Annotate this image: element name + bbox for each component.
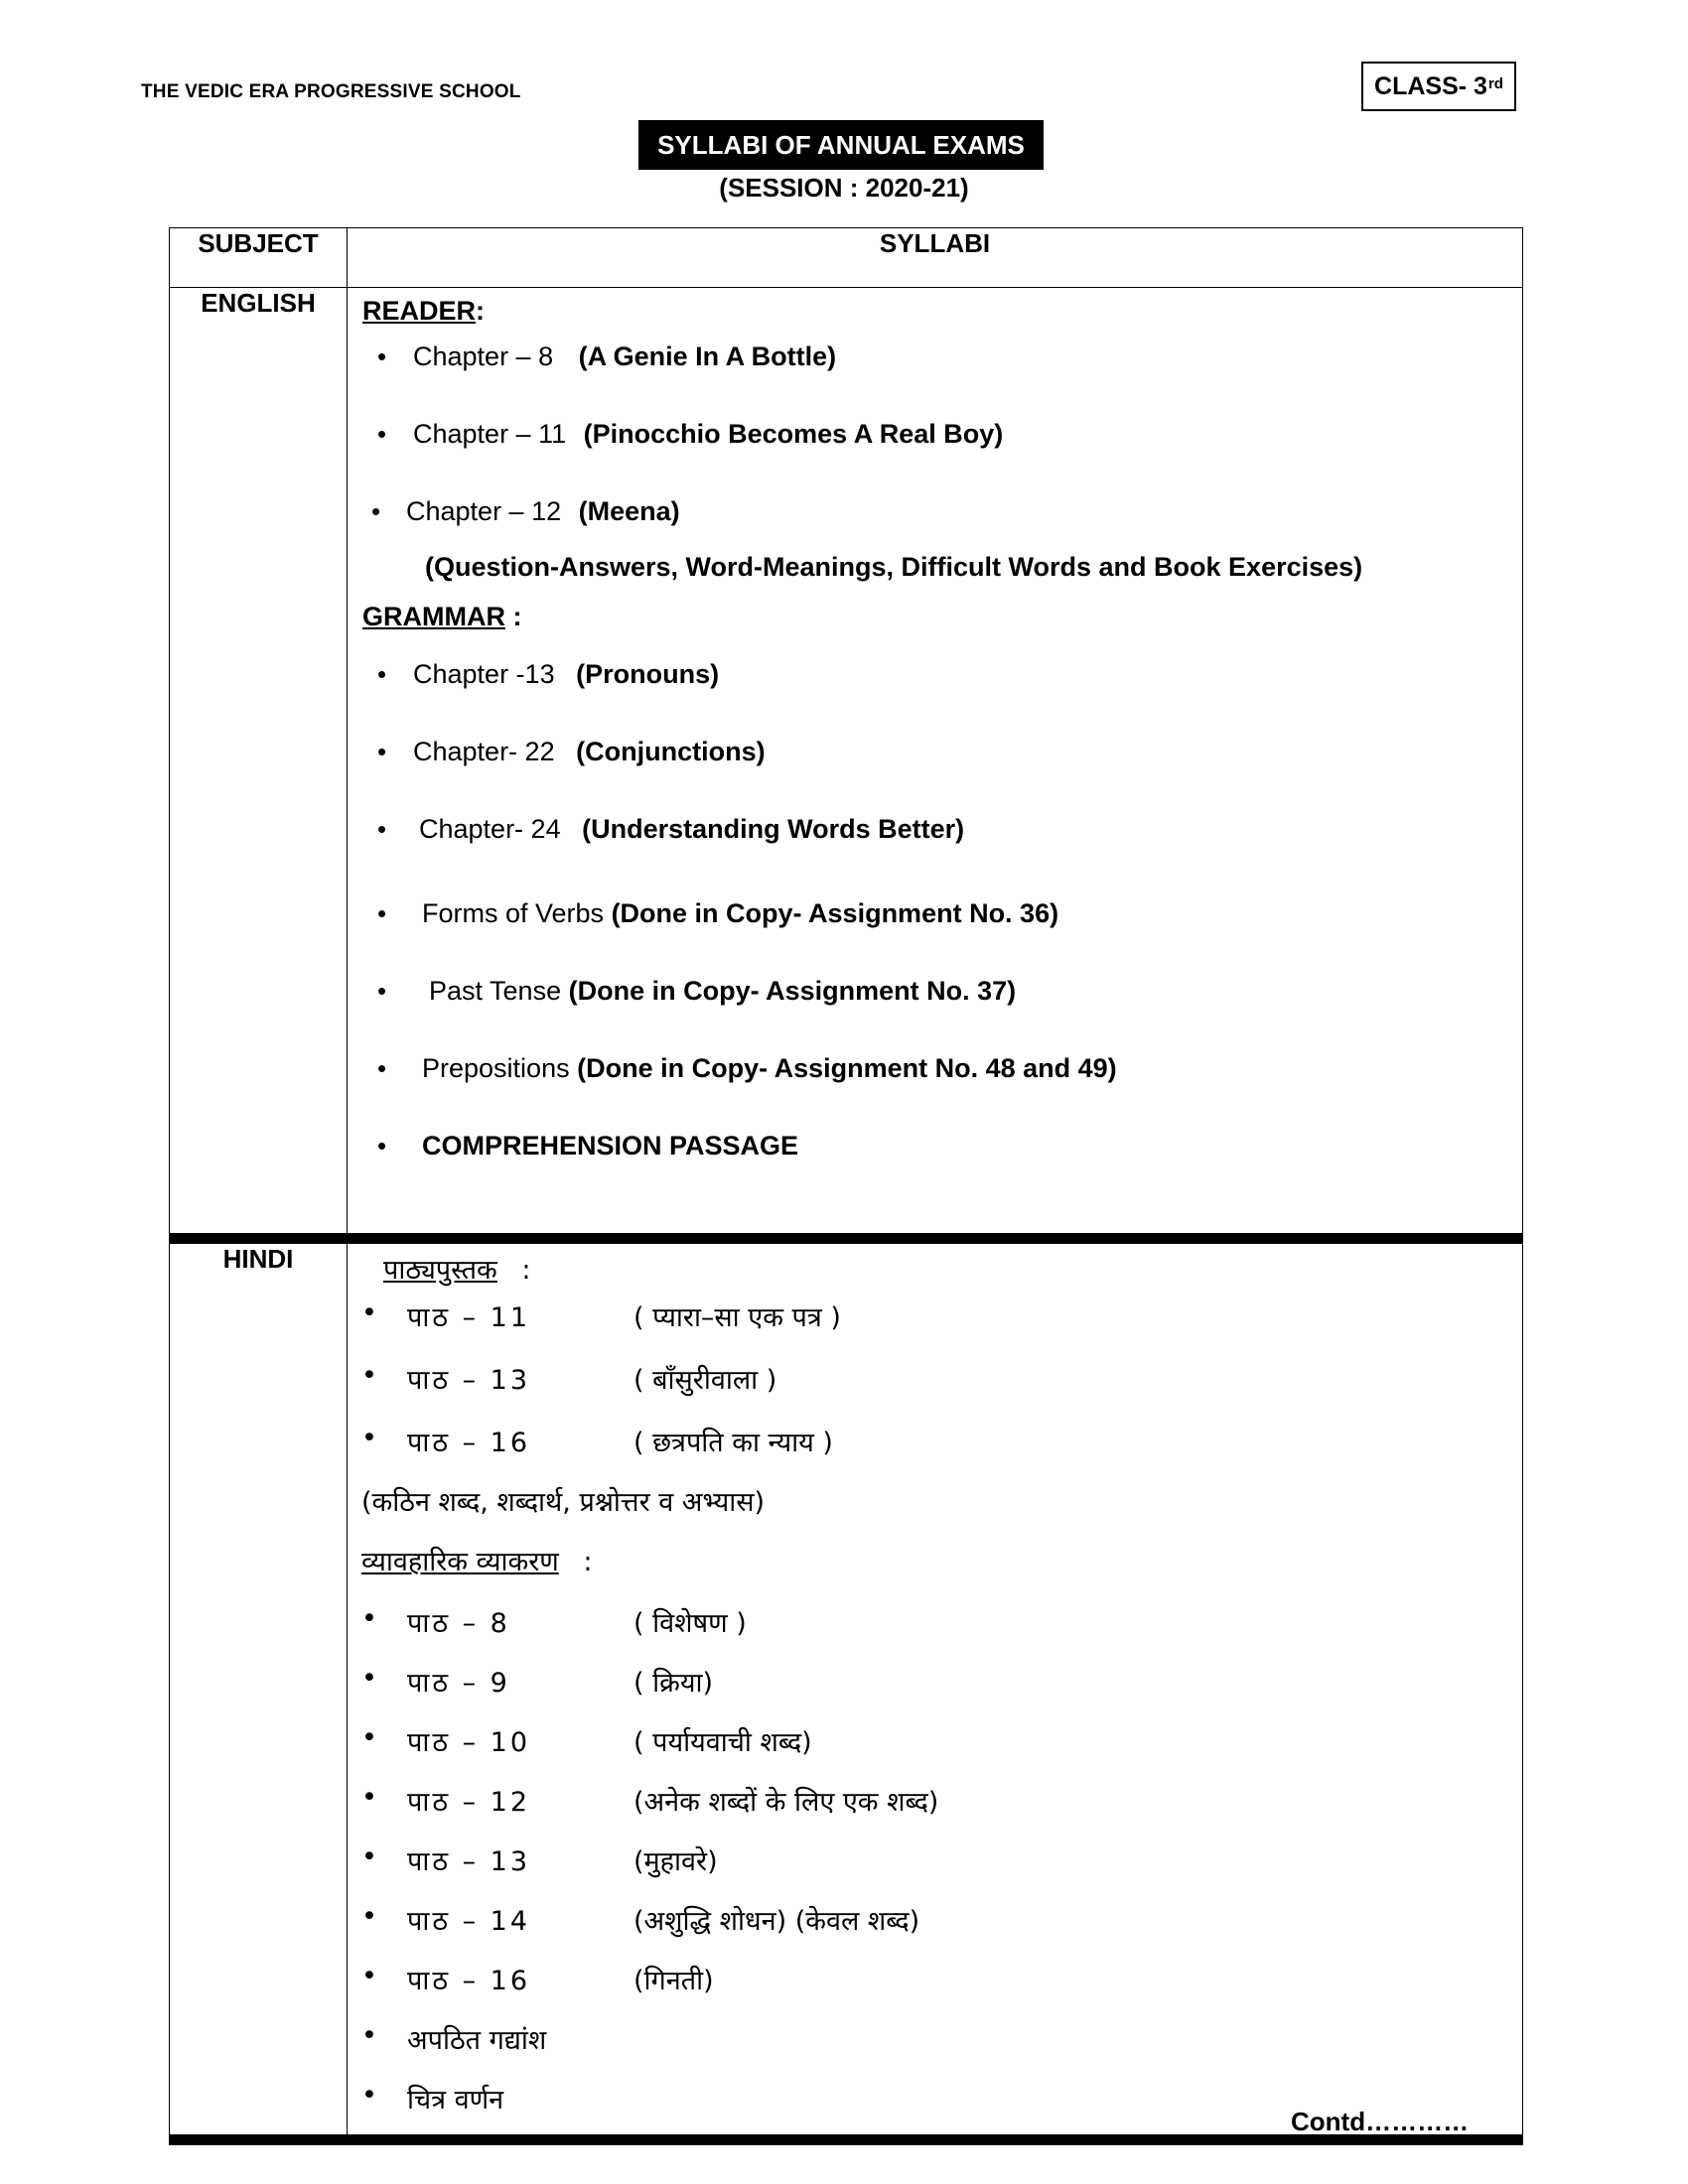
bullet-icon: •	[361, 1360, 377, 1391]
hindi-syllabus-cell	[348, 1244, 1523, 2135]
english-syllabus-cell	[348, 288, 1523, 1234]
item-detail: (Pronouns)	[576, 659, 720, 689]
grammar-colon: :	[504, 602, 522, 631]
item-detail: (A Genie In A Bottle)	[578, 341, 837, 371]
list-item	[361, 1961, 714, 1996]
bullet-icon: •	[361, 1603, 377, 1634]
reader-head-text: READER	[362, 296, 477, 326]
item-detail: (गिनती)	[633, 1966, 714, 1996]
list-item	[361, 1722, 812, 1758]
class-label: CLASS- 3	[1374, 71, 1487, 100]
document-title: SYLLABI OF ANNUAL EXAMS	[638, 120, 1044, 170]
bullet-icon: •	[377, 1053, 387, 1083]
bullet-icon: •	[361, 1297, 377, 1328]
bullet-icon: •	[361, 1782, 377, 1813]
item-label: Chapter – 11	[413, 419, 567, 449]
item-label: पाठ – 10	[407, 1727, 531, 1758]
item-label: पाठ – 9	[407, 1668, 510, 1699]
reader-heading	[362, 296, 485, 327]
bullet-icon: •	[377, 976, 387, 1006]
item-label: Forms of Verbs	[422, 898, 612, 928]
item-label: पाठ – 8	[407, 1608, 510, 1639]
item-label: चित्र वर्णन	[407, 2085, 504, 2116]
list-item	[377, 898, 1058, 929]
textbook-colon: :	[521, 1255, 531, 1286]
item-detail: (Understanding Words Better)	[582, 814, 965, 844]
subject-hindi: HINDI	[170, 1244, 348, 2135]
subject-english: ENGLISH	[170, 288, 348, 1234]
bullet-icon: •	[361, 1961, 377, 1991]
bullet-icon: •	[361, 1423, 377, 1453]
hindi-grammar-colon: :	[583, 1547, 593, 1577]
item-detail: (Conjunctions)	[576, 737, 766, 766]
bullet-icon: •	[377, 659, 387, 689]
list-item	[377, 341, 836, 372]
list-item	[361, 1297, 841, 1333]
item-label: अपठित गद्यांश	[407, 2025, 547, 2056]
item-label: पाठ – 13	[407, 1365, 531, 1396]
section-separator	[170, 1234, 1523, 1244]
bullet-icon: •	[361, 1722, 377, 1753]
item-detail: (Done in Copy- Assignment No. 48 and 49)	[577, 1053, 1117, 1083]
class-label-box	[1361, 62, 1516, 111]
bullet-icon: •	[361, 2020, 377, 2051]
bullet-icon: •	[377, 898, 387, 928]
item-label: Chapter- 22	[413, 737, 555, 766]
continued-label: Contd…………	[1291, 2107, 1470, 2136]
english-row	[170, 288, 1523, 1234]
bullet-icon: •	[377, 341, 387, 371]
list-item	[377, 1053, 1117, 1084]
item-label: Past Tense	[429, 976, 569, 1006]
item-label: Chapter – 12	[406, 496, 562, 526]
bullet-icon: •	[377, 814, 387, 844]
hindi-grammar-head-text: व्यावहारिक व्याकरण	[361, 1547, 559, 1577]
reader-colon: :	[476, 296, 486, 326]
bullet-icon: •	[371, 496, 381, 526]
item-label: Chapter – 8	[413, 341, 554, 371]
list-item	[361, 1901, 920, 1937]
syllabus-table	[169, 227, 1523, 2145]
list-item	[377, 1131, 798, 1161]
item-label: पाठ – 14	[407, 1906, 531, 1937]
item-detail: (Done in Copy- Assignment No. 37)	[568, 976, 1017, 1006]
item-detail: (मुहावरे)	[633, 1846, 718, 1877]
list-item	[361, 1842, 718, 1877]
bullet-icon: •	[377, 1131, 387, 1160]
list-item	[361, 2020, 547, 2056]
item-detail: ( प्यारा–सा एक पत्र )	[633, 1302, 841, 1333]
item-detail: (अशुद्धि शोधन) (केवल शब्द)	[633, 1906, 920, 1937]
item-detail: (अनेक शब्दों के लिए एक शब्द)	[633, 1787, 939, 1818]
grammar-head-text: GRAMMAR	[362, 602, 505, 631]
col-syllabi-header: SYLLABI	[348, 228, 1523, 288]
item-detail: (Done in Copy- Assignment No. 36)	[611, 898, 1059, 928]
item-detail: (Pinocchio Becomes A Real Boy)	[583, 419, 1004, 449]
list-item	[377, 737, 766, 767]
list-item	[361, 1603, 747, 1639]
textbook-note: (कठिन शब्द, शब्दार्थ, प्रश्नोत्तर व अभ्यास)	[361, 1487, 766, 1518]
item-detail: ( पर्यायवाची शब्द)	[633, 1727, 812, 1758]
item-label: पाठ – 11	[407, 1302, 531, 1333]
hindi-row	[170, 1244, 1523, 2135]
item-detail: (Meena)	[578, 496, 680, 526]
list-item	[371, 496, 680, 527]
textbook-head-text: पाठ्यपुस्तक	[383, 1255, 497, 1286]
list-item	[361, 1663, 714, 1699]
list-item	[361, 1782, 939, 1818]
school-name: THE VEDIC ERA PROGRESSIVE SCHOOL	[141, 81, 521, 102]
bullet-icon: •	[361, 1901, 377, 1932]
item-label: पाठ – 12	[407, 1787, 531, 1818]
item-detail: ( छत्रपति का न्याय )	[633, 1428, 833, 1458]
separator-left	[170, 1234, 348, 1244]
item-label: Chapter- 24	[419, 814, 561, 844]
list-item	[361, 1360, 777, 1396]
list-item	[377, 814, 964, 845]
bullet-icon: •	[361, 1663, 377, 1694]
grammar-heading-hindi	[361, 1542, 592, 1578]
grammar-heading	[362, 602, 521, 632]
list-item	[377, 976, 1016, 1007]
bullet-icon: •	[361, 1842, 377, 1872]
item-detail: COMPREHENSION PASSAGE	[422, 1131, 799, 1160]
bullet-icon: •	[377, 419, 387, 449]
item-label: Prepositions	[422, 1053, 578, 1083]
item-label: पाठ – 16	[407, 1966, 531, 1996]
list-item	[361, 2080, 504, 2116]
separator-right	[348, 1234, 1523, 1244]
item-detail: ( क्रिया)	[633, 1668, 714, 1699]
list-item	[377, 419, 1003, 450]
item-label: Chapter -13	[413, 659, 555, 689]
item-label: पाठ – 13	[407, 1846, 531, 1877]
col-subject-header: SUBJECT	[170, 228, 348, 288]
separator-left	[170, 2135, 348, 2145]
bullet-icon: •	[361, 2080, 377, 2111]
textbook-heading	[383, 1250, 530, 1287]
list-item	[361, 1423, 833, 1458]
item-detail: ( विशेषण )	[633, 1608, 747, 1639]
table-header-row	[170, 228, 1523, 288]
session-label: (SESSION : 2020-21)	[719, 173, 969, 203]
item-detail: ( बाँसुरीवाला )	[633, 1365, 777, 1396]
list-item	[377, 659, 719, 690]
reader-note: (Question-Answers, Word-Meanings, Difficult Words and Book Exercises)	[425, 552, 1363, 582]
bullet-icon: •	[377, 737, 387, 766]
class-suffix: rd	[1487, 74, 1503, 92]
item-label: पाठ – 16	[407, 1428, 531, 1458]
